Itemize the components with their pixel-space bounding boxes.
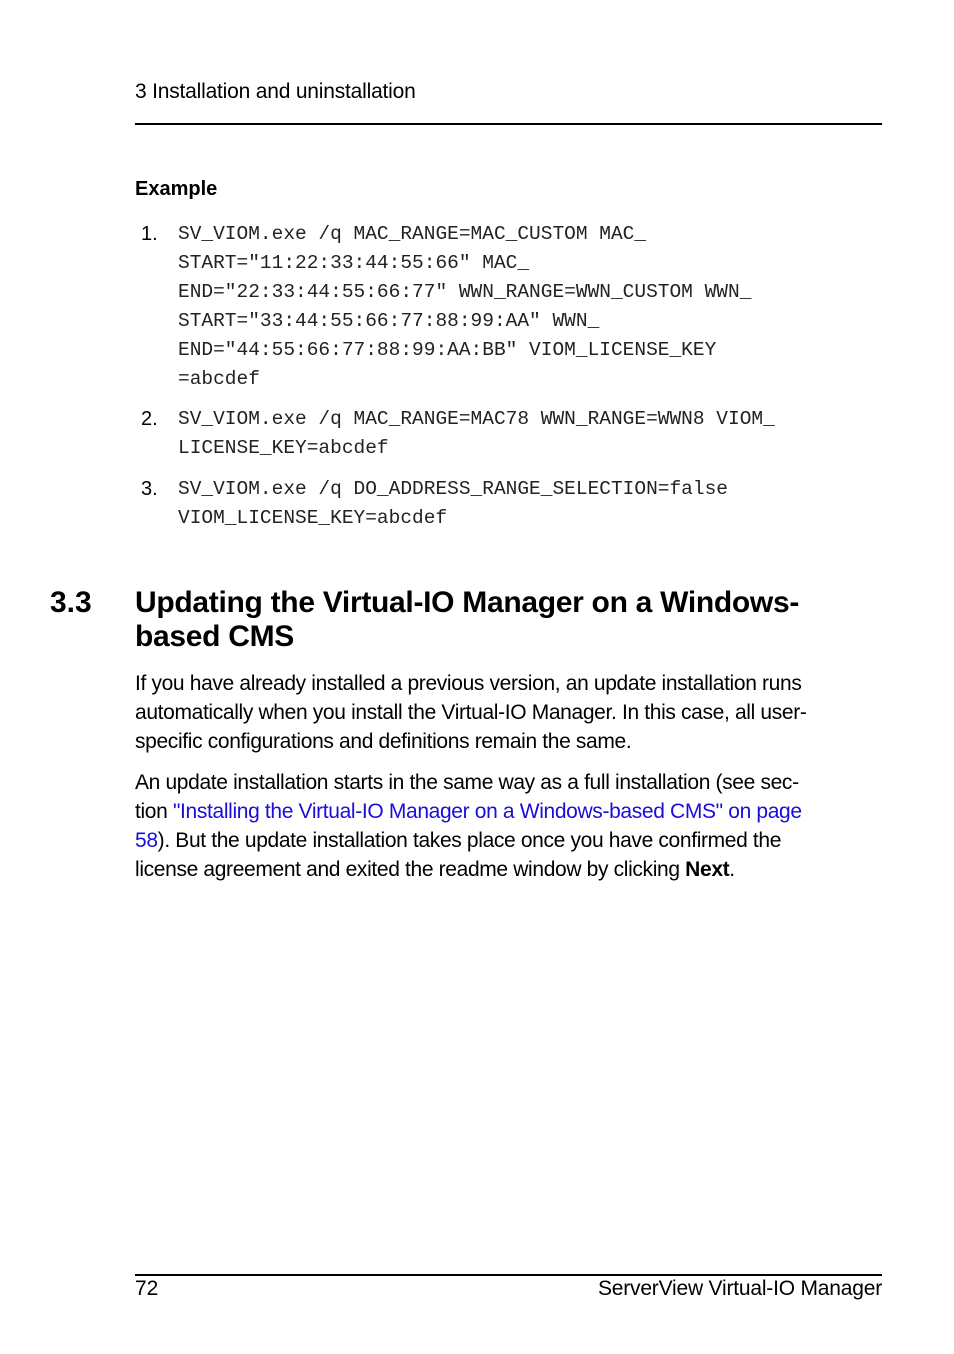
paragraph-line	[135, 855, 895, 884]
document-title: ServerView Virtual-IO Manager	[597, 1277, 882, 1300]
section-title-line: based CMS	[135, 620, 295, 653]
code-line: END="22:33:44:55:66:77" WWN_RANGE=WWN_CUSTOM WWN_	[178, 281, 752, 303]
paragraph-1	[135, 669, 895, 756]
paragraph-line: If you have already installed a previous version, an update installation runs	[135, 672, 802, 695]
code-line: START="33:44:55:66:77:88:99:AA" WWN_	[178, 310, 600, 332]
item-number: 3.	[141, 478, 158, 500]
code-line: LICENSE_KEY=abcdef	[178, 437, 389, 459]
text-run: .	[729, 858, 735, 881]
text-run: license agreement and exited the readme window by clicking	[135, 858, 686, 881]
item-number: 1.	[141, 223, 158, 245]
code-block	[178, 220, 751, 394]
page-number: 72	[135, 1277, 159, 1300]
example-heading: Example	[135, 178, 218, 200]
page-reference-link[interactable]: 58	[135, 829, 158, 852]
section-title	[135, 586, 895, 654]
item-number: 2.	[141, 408, 158, 430]
text-run: tion	[135, 800, 173, 823]
paragraph-line: automatically when you install the Virtual-IO Manager. In this case, all user-	[135, 701, 807, 724]
paragraph-line: specific configurations and definitions remain the same.	[135, 730, 632, 753]
cross-reference-link[interactable]: "Installing the Virtual-IO Manager on a Windows-based CMS" on page	[172, 800, 802, 823]
code-line: SV_VIOM.exe /q MAC_RANGE=MAC_CUSTOM MAC_	[178, 223, 647, 245]
text-run: ). But the update installation takes place once you have confirmed the	[157, 829, 782, 852]
section-title-line: Updating the Virtual-IO Manager on a Windows-	[135, 586, 800, 619]
paragraph-line	[135, 826, 895, 855]
code-line: END="44:55:66:77:88:99:AA:BB" VIOM_LICENSE_KEY	[178, 339, 717, 361]
code-line: =abcdef	[178, 368, 260, 390]
emphasis-next: Next	[685, 858, 730, 881]
code-line: SV_VIOM.exe /q DO_ADDRESS_RANGE_SELECTION=false	[178, 478, 728, 500]
code-block	[178, 405, 775, 463]
code-block	[178, 475, 728, 533]
code-line: VIOM_LICENSE_KEY=abcdef	[178, 507, 448, 529]
paragraph-line	[135, 797, 895, 826]
code-line: START="11:22:33:44:55:66" MAC_	[178, 252, 530, 274]
code-line: SV_VIOM.exe /q MAC_RANGE=MAC78 WWN_RANGE=WWN8 VIOM_	[178, 408, 775, 430]
header-divider	[135, 123, 882, 125]
paragraph-line: An update installation starts in the same way as a full installation (see sec-	[135, 771, 799, 794]
paragraph-2	[135, 768, 895, 884]
running-header: 3 Installation and uninstallation	[135, 80, 416, 103]
section-number: 3.3	[50, 586, 92, 619]
